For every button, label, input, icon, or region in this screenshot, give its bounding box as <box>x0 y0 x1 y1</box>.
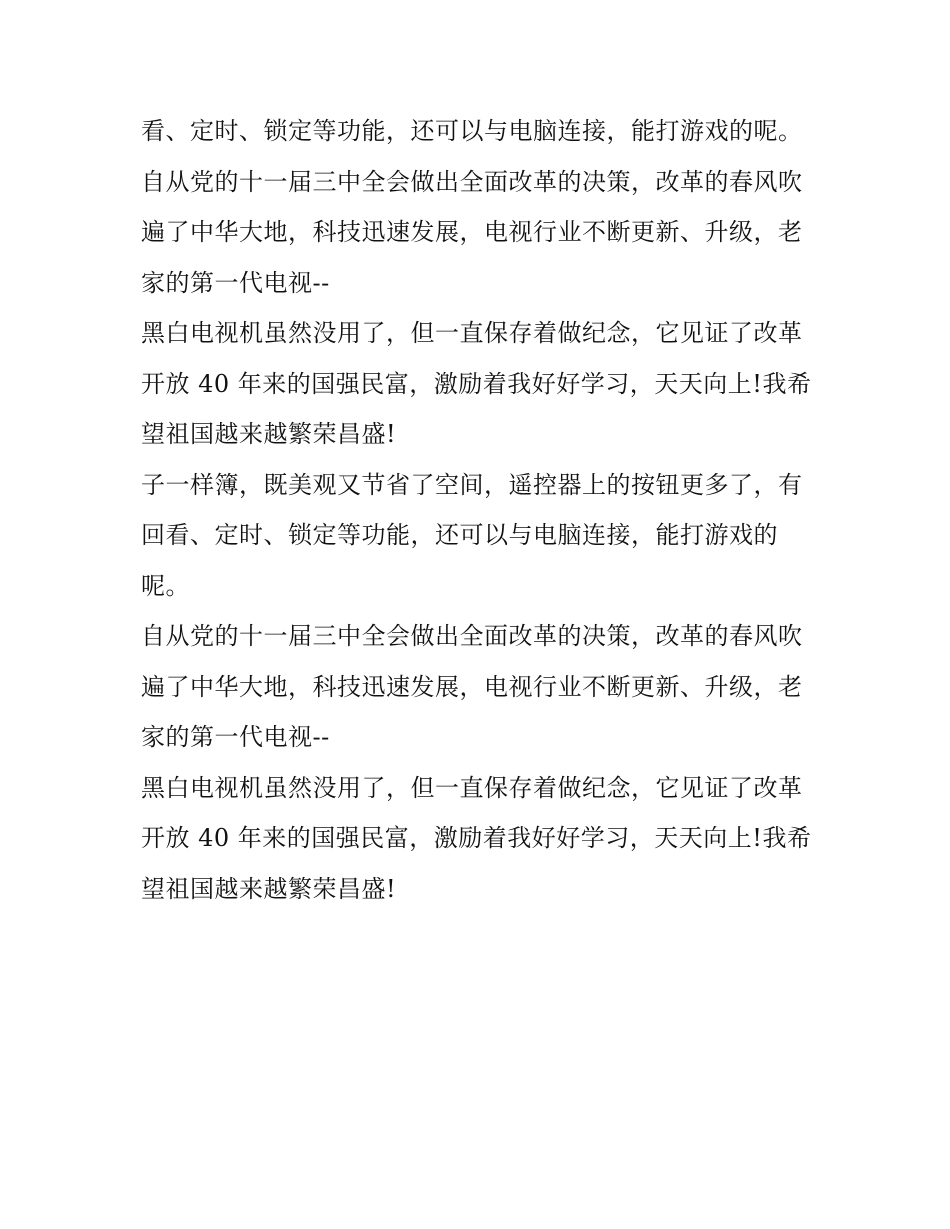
text-line: 开放 40 年来的国强民富，激励着我好好学习，天天向上!我希 <box>141 369 812 398</box>
text-line: 开放 40 年来的国强民富，激励着我好好学习，天天向上!我希 <box>141 824 812 852</box>
text-line: 家的第一代电视-- <box>141 268 330 297</box>
text-line: 望祖国越来越繁荣昌盛! <box>141 420 397 448</box>
text-line: 黑白电视机虽然没用了，但一直保存着做纪念，它见证了改革 <box>141 319 803 347</box>
text-line: 黑白电视机虽然没用了，但一直保存着做纪念，它见证了改革 <box>141 773 803 802</box>
text-line: 望祖国越来越繁荣昌盛! <box>141 874 397 903</box>
text-line: 自从党的十一届三中全会做出全面改革的决策，改革的春风吹 <box>141 622 803 650</box>
text-line: 子一样簿，既美观又节省了空间，遥控器上的按钮更多了，有 <box>141 470 803 499</box>
body-text <box>141 106 821 914</box>
text-line: 回看、定时、锁定等功能，还可以与电脑连接，能打游戏的 <box>141 521 778 549</box>
text-line: 呢。 <box>141 571 190 600</box>
text-line: 看、定时、锁定等功能，还可以与电脑连接，能打游戏的呢。 <box>141 117 803 145</box>
text-line: 家的第一代电视-- <box>141 723 330 751</box>
text-line: 遍了中华大地，科技迅速发展，电视行业不断更新、升级，老 <box>141 672 803 701</box>
text-line: 遍了中华大地，科技迅速发展，电视行业不断更新、升级，老 <box>141 218 803 246</box>
text-line: 自从党的十一届三中全会做出全面改革的决策，改革的春风吹 <box>141 167 803 196</box>
